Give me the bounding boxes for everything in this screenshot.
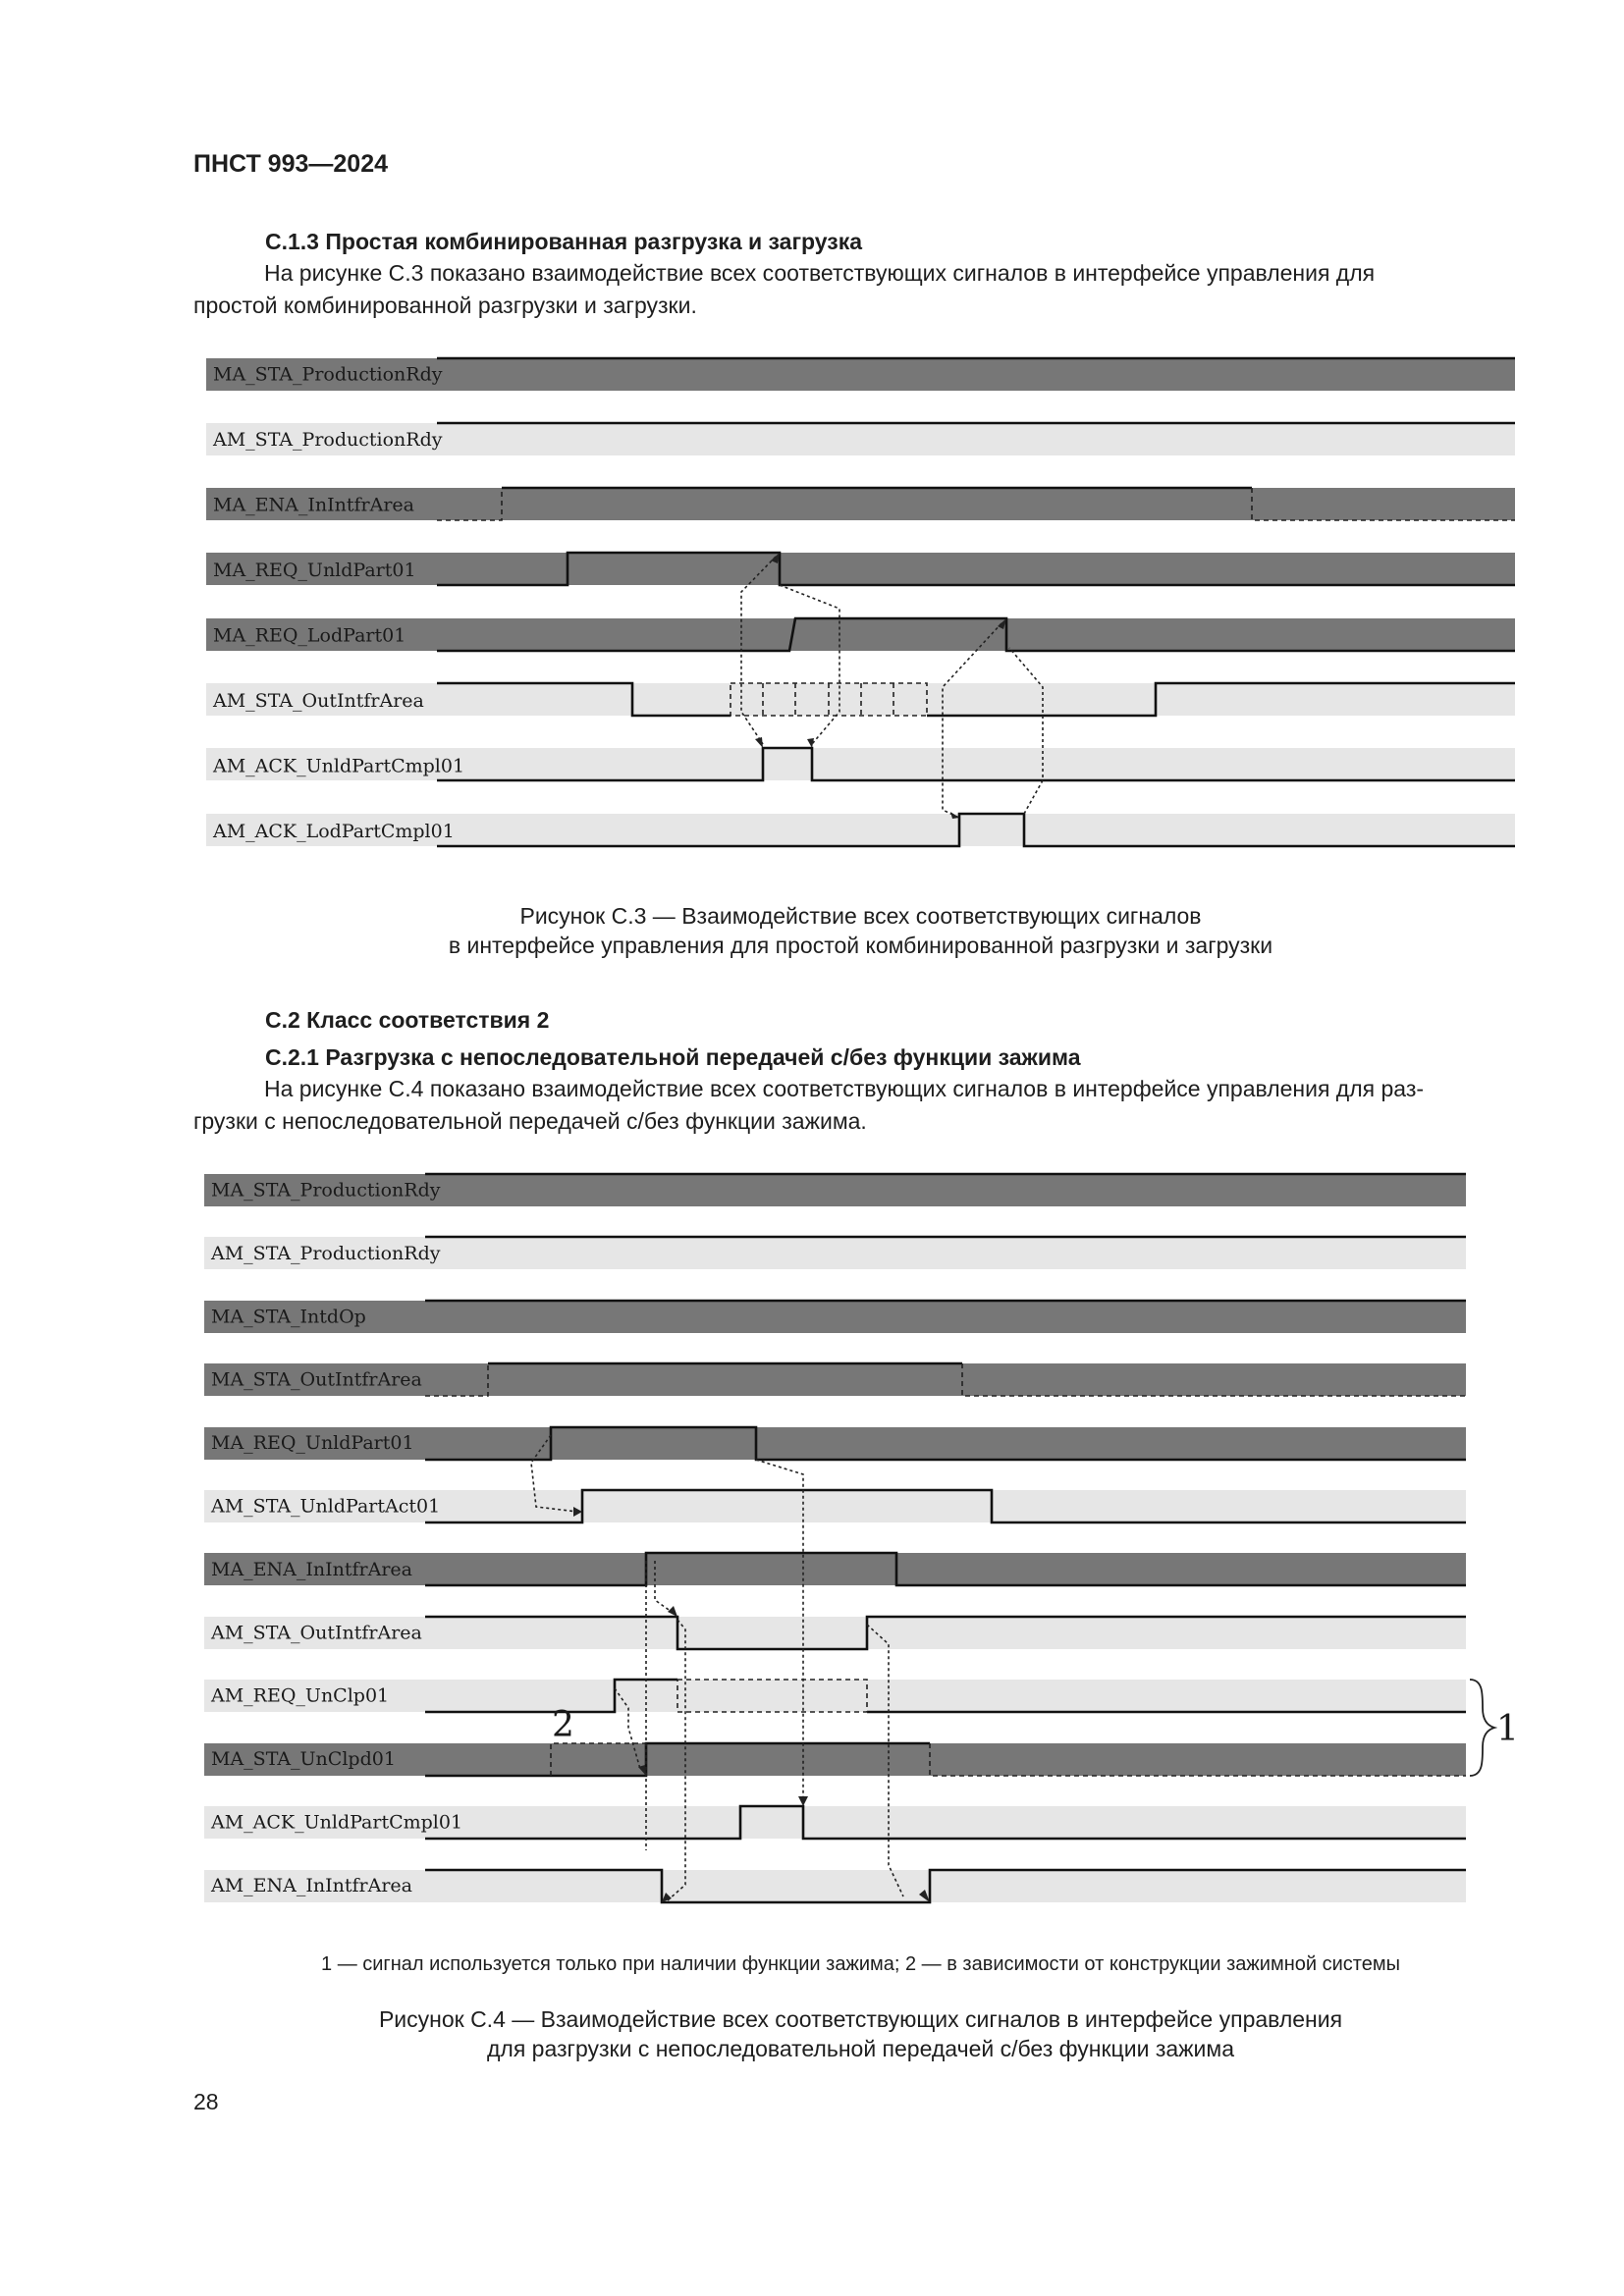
document-id: ПНСТ 993—2024: [193, 150, 388, 178]
timing-diagram-c3: [0, 348, 1624, 859]
signal-label-ma-sta-intdop: MA_STA_IntdOp: [211, 1306, 366, 1328]
signal-label-ma-ena-inintfrarea: MA_ENA_InIntfrArea: [211, 1558, 413, 1580]
signal-label-ma-sta-productionrdy: MA_STA_ProductionRdy: [211, 1179, 441, 1201]
signal-label-ma-sta-productionrdy: MA_STA_ProductionRdy: [213, 363, 443, 386]
paragraph-c13-line1: На рисунке С.3 показано взаимодействие всех соответствующих сигналов в интерфейсе управления для: [264, 260, 1376, 286]
signal-label-ma-sta-unclpd01: MA_STA_UnClpd01: [211, 1748, 396, 1771]
signal-labels-c4: [210, 1180, 462, 1896]
page-number: 28: [193, 2089, 219, 2114]
dashed-alternatives-c3: [437, 488, 1515, 716]
callout-2-label: 2: [552, 1705, 574, 1745]
figure-c4-note: 1 — сигнал используется только при наличии функции зажима; 2 — в зависимости от конструкции зажимной системы: [321, 1953, 1400, 1975]
signal-bands-c4: [204, 1174, 1466, 1902]
signal-label-am-ena-inintfrarea: AM_ENA_InIntfrArea: [211, 1874, 413, 1896]
signal-label-ma-req-unldpart01: MA_REQ_UnldPart01: [213, 560, 416, 581]
figure-c4-caption: [193, 2004, 1528, 2063]
section-heading-c2: С.2 Класс соответствия 2: [265, 1007, 550, 1033]
arrow-ack-to-unldreq: [780, 585, 839, 744]
section-heading-c13: С.1.3 Простая комбинированная разгрузка и загрузка: [265, 229, 862, 254]
figure-c4-caption-line1: Рисунок С.4 — Взаимодействие всех соответствующих сигналов в интерфейсе управления: [378, 2006, 1343, 2032]
signal-label-am-ack-unldpartcmpl01: AM_ACK_UnldPartCmpl01: [211, 1811, 463, 1834]
signal-label-ma-sta-outintfrarea: MA_STA_OutIntfrArea: [211, 1368, 422, 1391]
band-ma-sta-intdop: [204, 1301, 1466, 1333]
signal-label-am-sta-unldpartact01: AM_STA_UnldPartAct01: [211, 1495, 441, 1518]
signal-label-am-ack-unldpartcmpl01: AM_ACK_UnldPartCmpl01: [213, 755, 465, 777]
paragraph-c21-line2: грузки с непоследовательной передачей с/без функции зажима.: [193, 1108, 867, 1134]
arrow-ack-to-lodreq: [1009, 648, 1043, 814]
figure-c3-caption: [193, 901, 1528, 960]
signal-label-am-sta-productionrdy: AM_STA_ProductionRdy: [211, 1242, 441, 1264]
figure-c3-caption-line2: в интерфейсе управления для простой комбинированной разгрузки и загрузки: [448, 933, 1273, 958]
signal-label-ma-req-lodpart01: MA_REQ_LodPart01: [213, 624, 406, 647]
signal-label-am-sta-productionrdy: AM_STA_ProductionRdy: [213, 429, 443, 451]
paragraph-c13: [193, 257, 1528, 322]
timing-diagram-c4: [0, 1158, 1624, 1924]
figure-c3-caption-line1: Рисунок С.3 — Взаимодействие всех соответствующих сигналов: [519, 903, 1202, 929]
signal-label-am-req-unclp01: AM_REQ_UnClp01: [211, 1684, 390, 1707]
section-heading-c21: С.2.1 Разгрузка с непоследовательной передачей с/без функции зажима: [265, 1044, 1081, 1070]
arrow-lodreq-to-ack: [943, 623, 1001, 818]
callout-1-label: 1: [1496, 1709, 1519, 1749]
signal-label-am-sta-outintfrarea: AM_STA_OutIntfrArea: [211, 1622, 422, 1644]
signal-label-am-ack-lodpartcmpl01: AM_ACK_LodPartCmpl01: [213, 821, 455, 842]
signal-label-ma-req-unldpart01: MA_REQ_UnldPart01: [211, 1432, 414, 1455]
waveforms-c4: [425, 1174, 1466, 1902]
band-am-req-unclp01: [204, 1680, 1466, 1712]
signal-label-am-sta-outintfrarea: AM_STA_OutIntfrArea: [213, 690, 424, 712]
paragraph-c21: [193, 1073, 1528, 1138]
figure-c4-caption-line2: для разгрузки с непоследовательной передачей с/без функции зажима: [487, 2036, 1234, 2061]
signal-label-ma-ena-inintfrarea: MA_ENA_InIntfrArea: [213, 494, 415, 516]
paragraph-c13-line2: простой комбинированной разгрузки и загрузки.: [193, 293, 697, 318]
signal-labels-c3: [212, 364, 464, 843]
bracket-callout-1: [1470, 1680, 1494, 1776]
paragraph-c21-line1: На рисунке С.4 показано взаимодействие всех соответствующих сигналов в интерфейсе управления для раз-: [264, 1076, 1425, 1101]
